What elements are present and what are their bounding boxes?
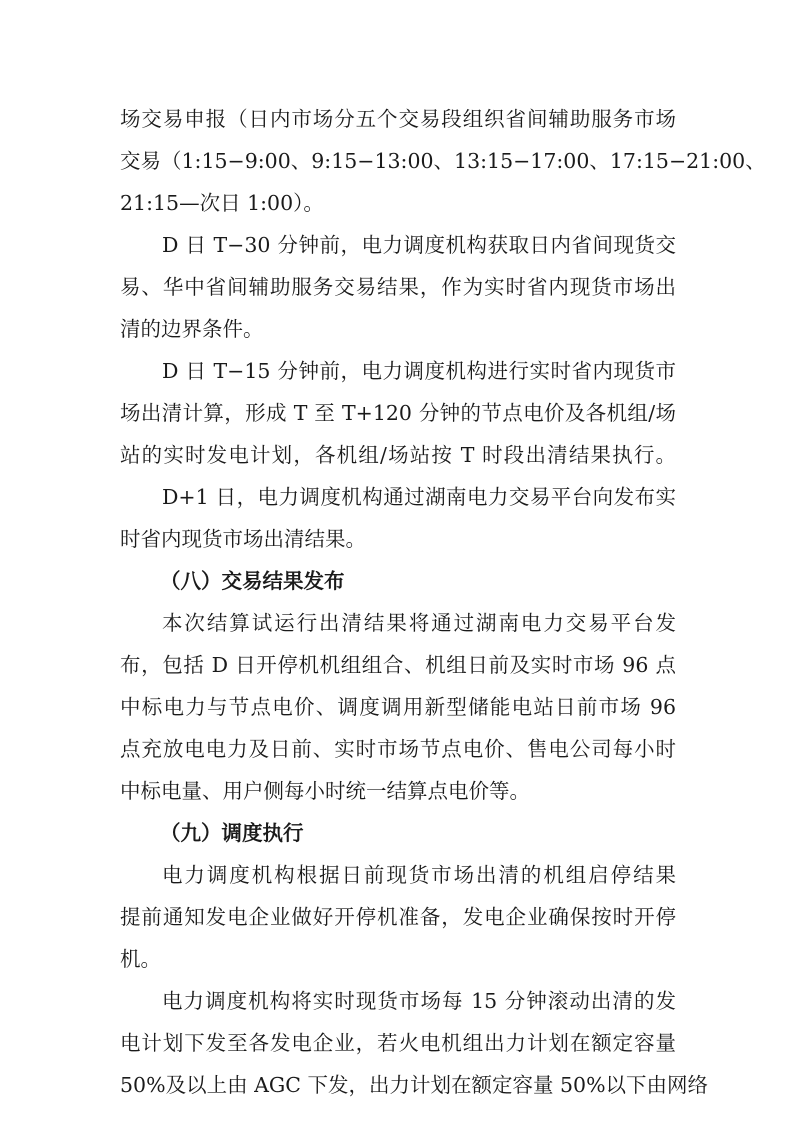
text-line: 布，包括 D 日开停机机组组合、机组日前及实时市场 96 点: [120, 653, 676, 677]
text-line: 机。: [120, 947, 161, 971]
document-page: [120, 98, 766, 1106]
paragraph-start: 电力调度机构根据日前现货市场出清的机组启停结果: [162, 863, 676, 887]
text-line: 时省内现货市场出清结果。: [120, 527, 366, 551]
text-line: 中标电量、用户侧每小时统一结算点电价等。: [120, 779, 530, 803]
paragraph-start: 本次结算试运行出清结果将通过湖南电力交易平台发: [162, 611, 676, 635]
text-line: 50%及以上由 AGC 下发，出力计划在额定容量 50%以下由网络: [120, 1073, 709, 1097]
paragraph-start: D 日 T−30 分钟前，电力调度机构获取日内省间现货交: [162, 233, 676, 257]
text-line: 交易（1:15−9:00、9:15−13:00、13:15−17:00、17:15−21:00、: [120, 149, 766, 173]
text-line: 21:15—次日 1:00）。: [120, 191, 324, 215]
text-line: 点充放电电力及日前、实时市场节点电价、售电公司每小时: [120, 737, 676, 761]
paragraph-start: D+1 日，电力调度机构通过湖南电力交易平台向发布实: [162, 485, 676, 509]
section-heading: （九）调度执行: [160, 821, 304, 845]
text-line: 易、华中省间辅助服务交易结果，作为实时省内现货市场出: [120, 275, 676, 299]
paragraph-start: D 日 T−15 分钟前，电力调度机构进行实时省内现货市: [162, 359, 676, 383]
text-line: 中标电力与节点电价、调度调用新型储能电站日前市场 96: [120, 695, 676, 719]
text-line: 电计划下发至各发电企业，若火电机组出力计划在额定容量: [120, 1031, 676, 1055]
text-line: 站的实时发电计划，各机组/场站按 T 时段出清结果执行。: [120, 443, 676, 467]
text-line: 场出清计算，形成 T 至 T+120 分钟的节点电价及各机组/场: [120, 401, 676, 425]
section-heading: （八）交易结果发布: [160, 569, 345, 593]
paragraph-start: 电力调度机构将实时现货市场每 15 分钟滚动出清的发: [162, 989, 676, 1013]
text-line: 场交易申报（日内市场分五个交易段组织省间辅助服务市场: [120, 107, 676, 131]
text-line: 清的边界条件。: [120, 317, 264, 341]
text-line: 提前通知发电企业做好开停机准备，发电企业确保按时开停: [120, 905, 676, 929]
